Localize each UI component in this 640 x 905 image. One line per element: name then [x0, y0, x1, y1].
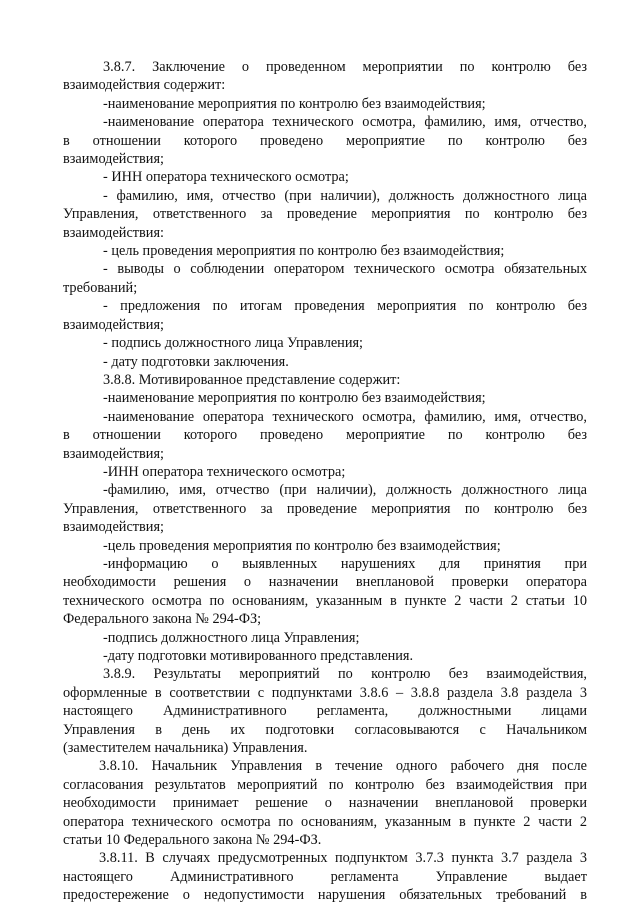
text-line: взаимодействия; — [63, 151, 164, 168]
text-line: настоящего Административного регламента, должностными лицами — [63, 703, 587, 720]
document-page — [63, 58, 587, 905]
text-line: в отношении которого проведено мероприятие по контролю без — [63, 132, 587, 149]
text-line: -фамилию, имя, отчество (при наличии), должность должностного лица — [103, 482, 587, 499]
text-line: оператора технического осмотра по основаниям, указанным в пункте 2 части 2 — [63, 813, 587, 830]
text-line: необходимости решения о назначении внеплановой проверки оператора — [63, 574, 587, 591]
text-line: - дату подготовки заключения. — [103, 353, 289, 370]
text-line: - фамилию, имя, отчество (при наличии), должность должностного лица — [103, 187, 587, 204]
text-line: 3.8.11. В случаях предусмотренных подпунктом 3.7.3 пункта 3.7 раздела 3 — [99, 850, 587, 867]
text-line: Управления в день их подготовки согласовываются с Начальником — [63, 721, 587, 738]
text-line: - подпись должностного лица Управления; — [103, 335, 364, 352]
text-line: - цель проведения мероприятия по контролю без взаимодействия; — [103, 243, 505, 260]
text-line: -наименование оператора технического осмотра, фамилию, имя, отчество, — [103, 114, 587, 131]
text-line: в отношении которого проведено мероприятие по контролю без — [63, 427, 587, 444]
text-line: Федерального закона № 294-ФЗ; — [63, 611, 262, 628]
text-line: -наименование оператора технического осмотра, фамилию, имя, отчество, — [103, 408, 587, 425]
text-line: -наименование мероприятия по контролю без взаимодействия; — [103, 390, 486, 407]
text-line: Управления, ответственного за проведение мероприятия по контролю без — [63, 206, 587, 223]
text-line: - ИНН оператора технического осмотра; — [103, 169, 349, 186]
text-line: -дату подготовки мотивированного представления. — [103, 648, 414, 664]
text-line: 3.8.9. Результаты мероприятий по контролю без взаимодействия, — [103, 666, 587, 683]
text-line: предостережение о недопустимости нарушения обязательных требований в — [63, 887, 587, 904]
text-line: - предложения по итогам проведения мероприятия по контролю без — [103, 298, 587, 315]
text-line: настоящего Административного регламента Управление выдает — [63, 868, 587, 885]
text-line: 3.8.7. Заключение о проведенном мероприятии по контролю без — [103, 59, 587, 75]
text-line: технического осмотра по основаниям, указанным в пункте 2 части 2 статьи 10 — [63, 592, 587, 609]
text-line: взаимодействия содержит: — [63, 77, 226, 94]
text-line: согласования результатов мероприятий по контролю без взаимодействия при — [63, 776, 587, 793]
text-line: статьи 10 Федерального закона № 294-ФЗ. — [63, 832, 322, 849]
text-line: -наименование мероприятия по контролю без взаимодействия; — [103, 95, 486, 112]
text-line: оформленные в соответствии с подпунктами 3.8.6 – 3.8.8 раздела 3.8 раздела 3 — [63, 684, 587, 701]
text-line: 3.8.10. Начальник Управления в течение одного рабочего дня после — [99, 758, 587, 775]
text-line: - выводы о соблюдении оператором технического осмотра обязательных — [103, 261, 587, 278]
text-line: необходимости принимает решение о назначении внеплановой проверки — [63, 795, 587, 812]
text-line: -ИНН оператора технического осмотра; — [103, 463, 346, 480]
text-line: взаимодействия: — [63, 224, 164, 241]
text-line: Управления, ответственного за проведение мероприятия по контролю без — [63, 500, 587, 517]
text-line: -цель проведения мероприятия по контролю без взаимодействия; — [103, 537, 501, 554]
text-line: 3.8.8. Мотивированное представление содержит: — [103, 371, 401, 388]
text-line: (заместителем начальника) Управления. — [63, 740, 308, 757]
text-line: -подпись должностного лица Управления; — [103, 629, 360, 646]
text-line: взаимодействия; — [63, 445, 164, 462]
text-line: взаимодействия; — [63, 519, 164, 536]
text-line: требований; — [63, 279, 138, 296]
text-line: -информацию о выявленных нарушениях для принятия при — [103, 555, 587, 572]
text-line: взаимодействия; — [63, 316, 164, 333]
